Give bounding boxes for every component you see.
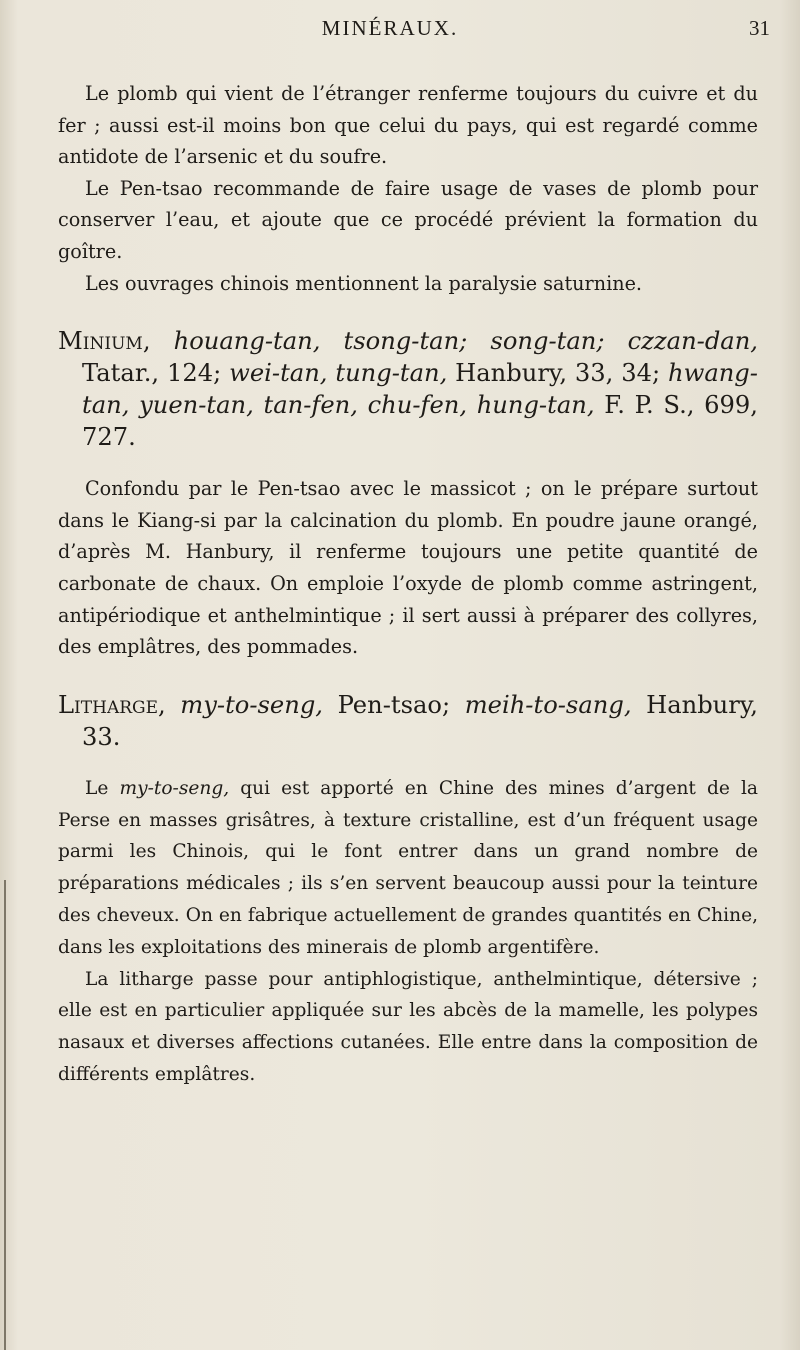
chinese-names-litharge-1: my-to-seng, bbox=[180, 690, 324, 719]
page-number: 31 bbox=[749, 16, 770, 40]
entry-term-litharge: Litharge bbox=[58, 690, 159, 719]
reference-hanbury-minium: Hanbury, 33, 34; bbox=[455, 359, 661, 388]
litharge-intro-word: Le bbox=[85, 777, 109, 799]
paragraph-pen-tsao-vessels: Le Pen-tsao recommande de faire usage de vases de plomb pour conserver l’eau, et ajoute que ce procédé prévient la formation du goître. bbox=[58, 176, 758, 263]
page-body bbox=[58, 78, 758, 1091]
chinese-names-minium-3: hwang-tan, yuen-tan, tan-fen, chu-fen, hung-tan, bbox=[82, 359, 758, 420]
reference-hanbury-litharge: Hanbury, 33. bbox=[82, 690, 758, 751]
reference-pen-tsao: Pen-tsao; bbox=[337, 690, 451, 719]
running-head: MINÉRAUX. bbox=[321, 16, 459, 40]
paragraph-litharge-origin bbox=[58, 773, 758, 964]
paragraph-litharge-uses: La litharge passe pour antiphlogistique, anthelmintique, détersive ; elle est en particulier appliquée sur les abcès de la mamelle, les polypes nasaux et diverses affections cutanées. Elle entre dans la composition de différents emplâtres. bbox=[58, 968, 758, 1085]
entry-heading-minium: Minium, houang-tan, tsong-tan; song-tan; czzan-dan, Tatar., 124; wei-tan, tung-tan, Hanbury, 33, 34; hwang-tan, yuen-tan, tan-fen, chu-fen, hung-tan, F. P. S., 699, 727. bbox=[58, 327, 758, 452]
page-header bbox=[60, 8, 780, 48]
reference-tatar: Tatar., 124; bbox=[82, 359, 222, 388]
binding-edge-mark bbox=[4, 880, 6, 1350]
paragraph-minium-description: Confondu par le Pen-tsao avec le massicot ; on le prépare surtout dans le Kiang-si par la calcination du plomb. En poudre jaune orangé, d’après M. Hanbury, il renferme toujours une petite quantité de carbonate de chaux. On emploie l’oxyde de plomb comme astringent, antipériodique et anthelmintique ; il sert aussi à préparer des collyres, des emplâtres, des pommades. bbox=[58, 477, 758, 659]
entry-heading-litharge: Litharge, my-to-seng, Pen-tsao; meih-to-sang, Hanbury, 33. bbox=[58, 690, 758, 751]
chinese-names-minium-2: wei-tan, tung-tan, bbox=[229, 359, 448, 388]
chinese-names-litharge-2: meih-to-sang, bbox=[464, 690, 632, 719]
litharge-origin-text: qui est apporté en Chine des mines d’argent de la Perse en masses grisâtres, à texture cristalline, est d’un fréquent usage parmi les Chinois, qui le font entrer dans un grand nombre de préparations médicales ; ils s’en servent beaucoup aussi pour la teinture des cheveux. On en fabrique actuellement de grandes quantités en Chine, dans les exploitations des minerais de plomb argentifère. bbox=[58, 777, 759, 958]
reference-fps: F. P. S., 699, 727. bbox=[82, 391, 758, 452]
paragraph-saturnine-paralysis: Les ouvrages chinois mentionnent la paralysie saturnine. bbox=[85, 271, 643, 295]
paragraph-lead-import: Le plomb qui vient de l’étranger renferme toujours du cuivre et du fer ; aussi est-il moins bon que celui du pays, qui est regardé comme antidote de l’arsenic et du soufre. bbox=[58, 82, 758, 169]
chinese-names-minium-1: houang-tan, tsong-tan; song-tan; czzan-dan, bbox=[173, 327, 758, 356]
entry-term-minium: Minium bbox=[58, 327, 143, 356]
litharge-term-inline: my-to-seng, bbox=[119, 777, 230, 799]
